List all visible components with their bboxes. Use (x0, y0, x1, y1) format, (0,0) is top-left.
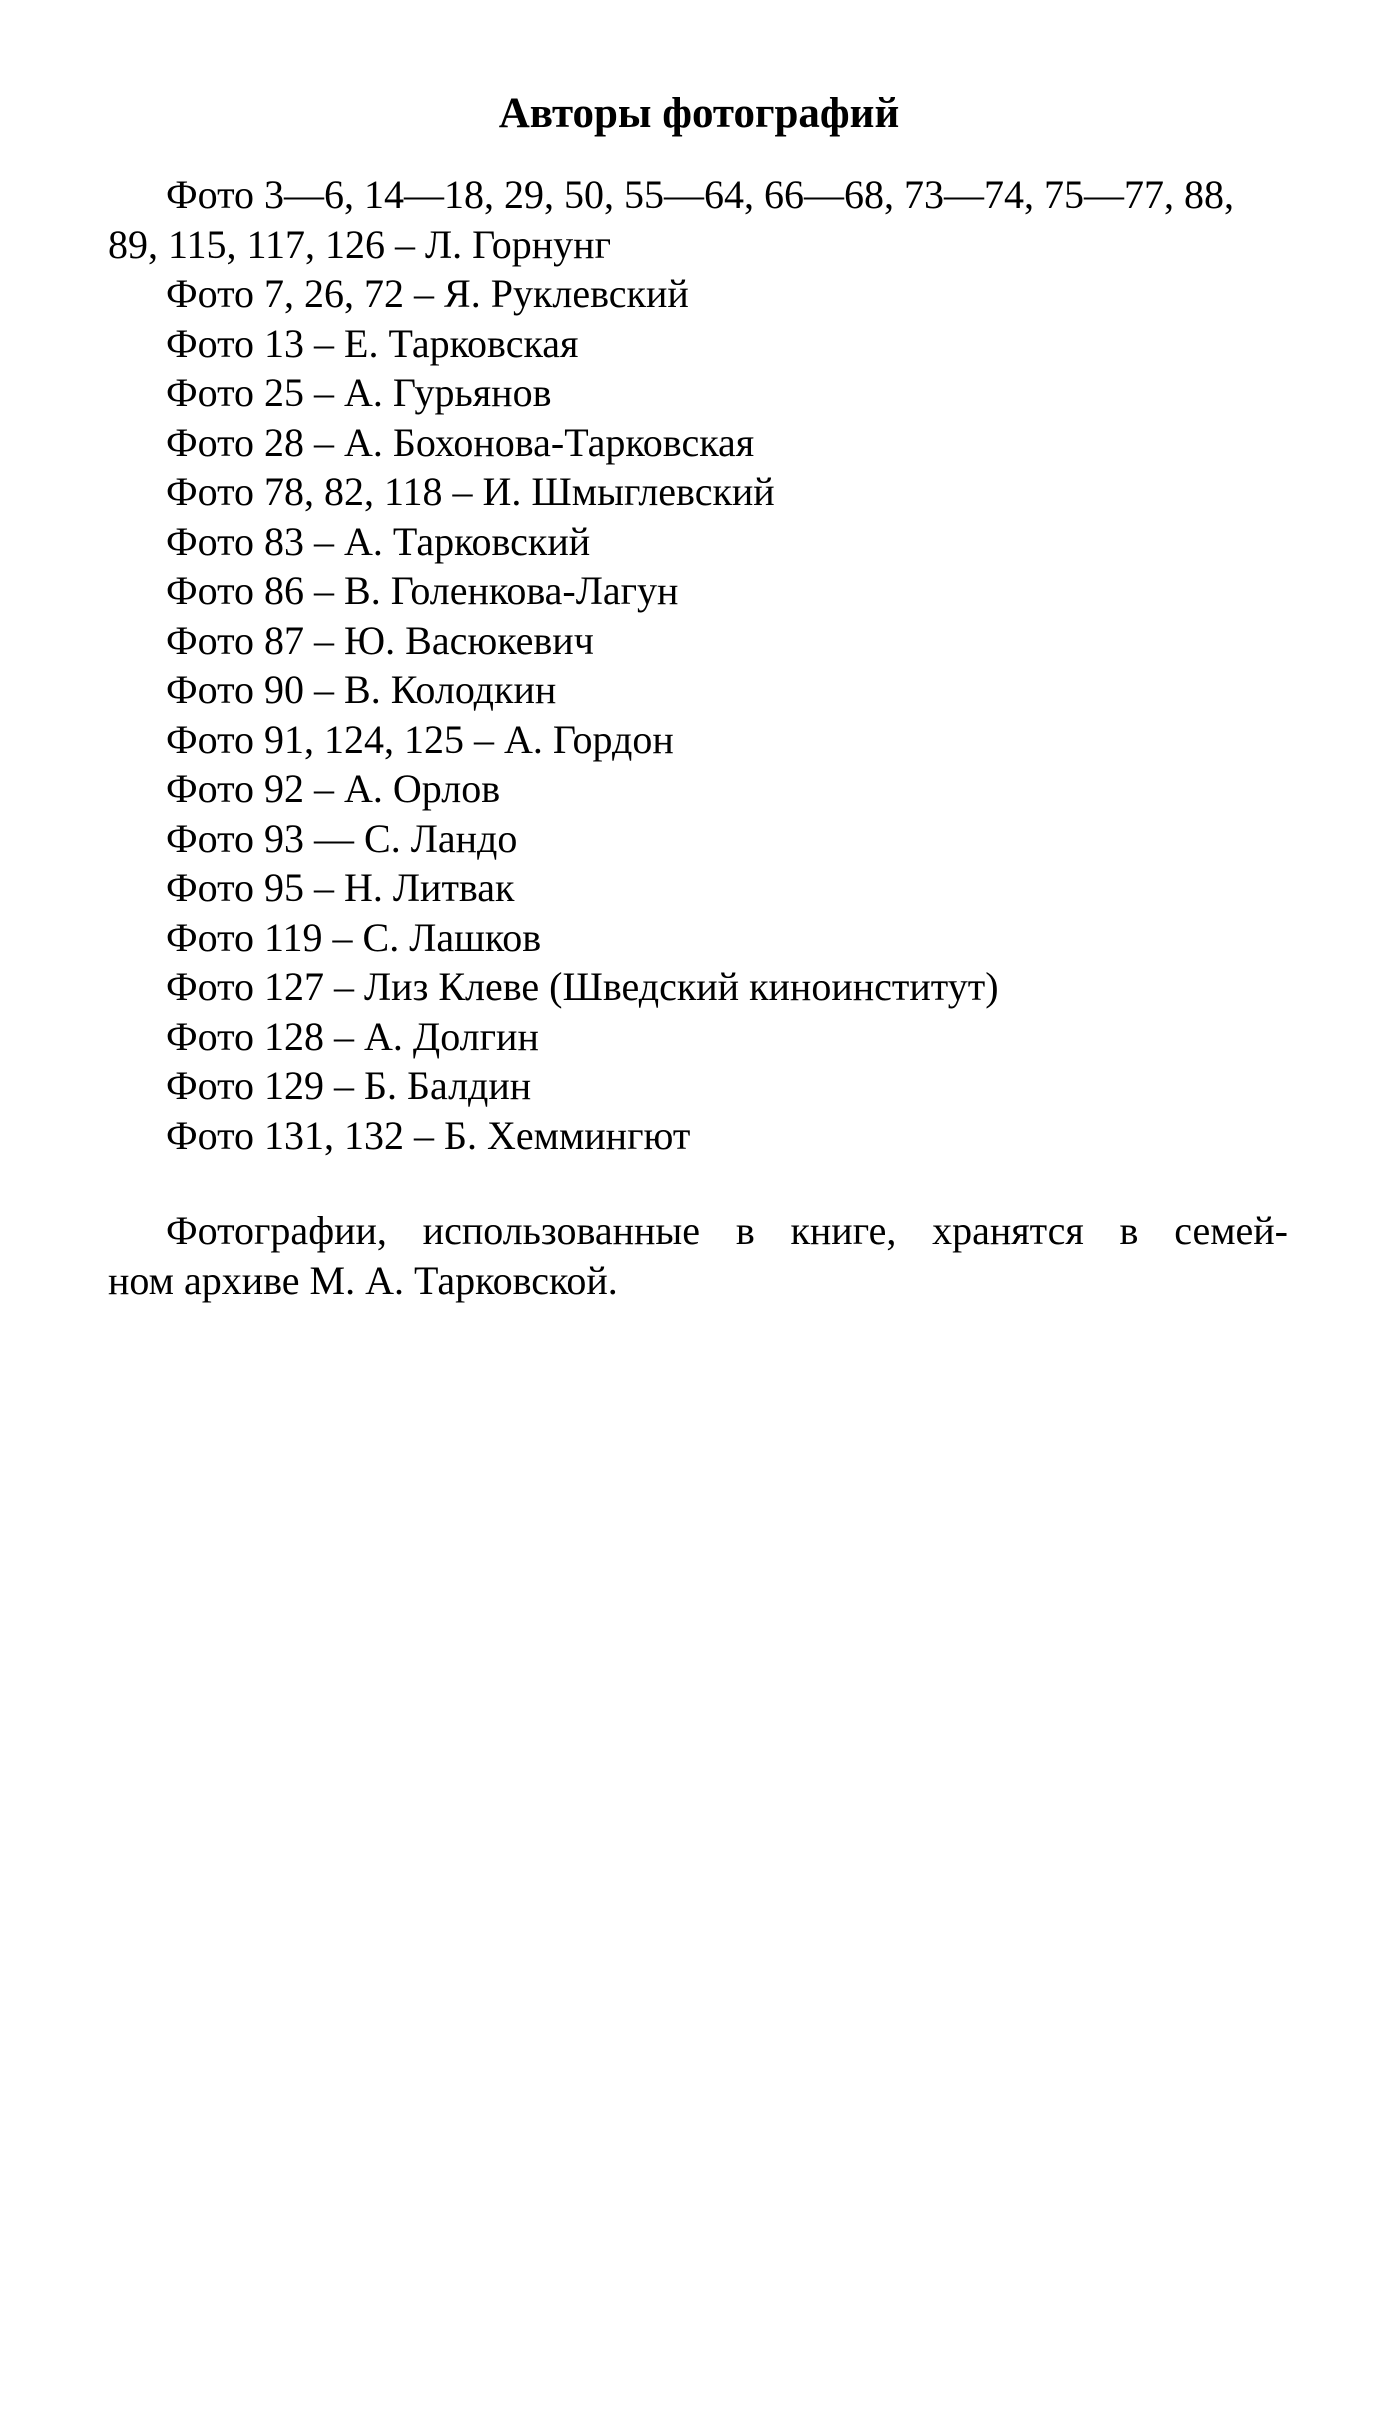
credit-item: Фото 127 – Лиз Клеве (Шведский киноинститут) (166, 964, 999, 1009)
credit-item: Фото 93 — С. Ландо (166, 815, 518, 861)
credit-item: Фото 129 – Б. Балдин (166, 1063, 532, 1108)
credit-item: Фото 95 – Н. Литвак (166, 865, 515, 910)
credit-line-continued: 89, 115, 117, 126 – Л. Горнунг (108, 221, 611, 267)
credit-item: Фото 90 – В. Колодкин (166, 667, 557, 712)
credit-line: Фото 3—6, 14—18, 29, 50, 55—64, 66—68, 73—74, 75—77, 88, (166, 172, 1235, 217)
credit-item (108, 170, 1288, 269)
credit-item: Фото 87 – Ю. Васюкевич (166, 617, 594, 663)
photo-credits-list (108, 170, 1288, 1160)
credit-item: Фото 7, 26, 72 – Я. Руклевский (166, 271, 689, 316)
credit-item: Фото 119 – С. Лашков (166, 914, 542, 960)
credit-item: Фото 131, 132 – Б. Хеммингют (166, 1112, 691, 1158)
archive-note (108, 1206, 1288, 1306)
credit-item: Фото 83 – А. Тарковский (166, 518, 591, 564)
credit-item: Фото 91, 124, 125 – А. Гордон (166, 716, 674, 762)
credit-item: Фото 92 – А. Орлов (166, 766, 501, 811)
archive-note-line: Фотографии, использованные в книге, хранятся в семей- (166, 1208, 1288, 1253)
archive-note-line-continued: ном архиве М. А. Тарковской. (108, 1258, 618, 1303)
credit-item: Фото 28 – А. Бохонова-Тарковская (166, 419, 755, 465)
credit-item: Фото 25 – А. Гурьянов (166, 370, 552, 415)
credit-item: Фото 13 – Е. Тарковская (166, 320, 579, 366)
credit-item: Фото 78, 82, 118 – И. Шмыглевский (166, 469, 775, 514)
page-title: Авторы фотографий (498, 90, 900, 137)
credit-item: Фото 128 – А. Долгин (166, 1013, 539, 1059)
credit-item: Фото 86 – В. Голенкова-Лагун (166, 568, 679, 613)
